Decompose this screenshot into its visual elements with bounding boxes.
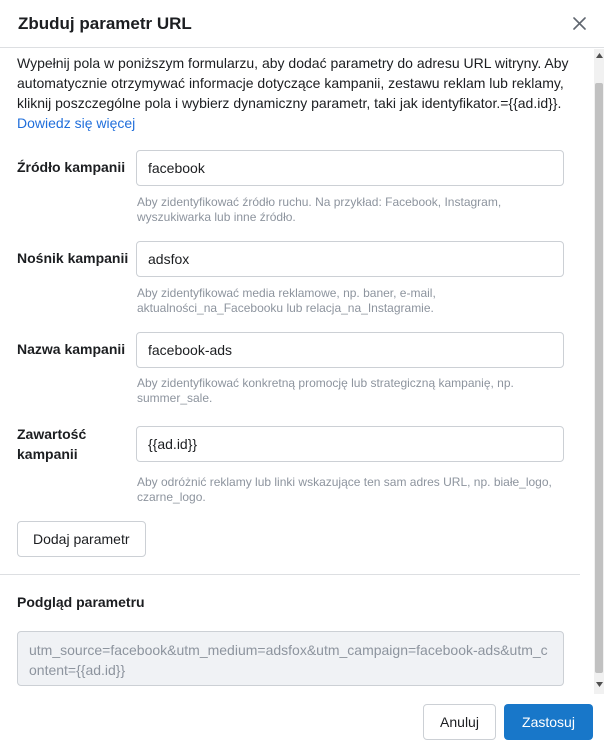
parameter-preview: utm_source=facebook&utm_medium=adsfox&utm_campaign=facebook-ads&utm_content={{ad.id}} xyxy=(17,631,564,686)
campaign-content-input[interactable] xyxy=(136,426,564,462)
intro-description: Wypełnij pola w poniższym formularzu, aby dodać parametry do adresu URL witryny. Aby automatycznie otrzymywać informacje dotyczące kampanii, zestawu reklam lub reklamy, kliknij poszczególne pola i wybierz dynamiczny parametr, taki jak identyfikator.={{ad.id}}. xyxy=(17,55,569,111)
add-parameter-button[interactable]: Dodaj parametr xyxy=(17,521,146,557)
campaign-medium-input[interactable] xyxy=(136,241,564,277)
scroll-up-arrow[interactable] xyxy=(594,53,604,61)
campaign-name-help: Aby zidentyfikować konkretną promocję lub strategiczną kampanię, np. summer_sale. xyxy=(137,376,514,405)
cancel-button[interactable]: Anuluj xyxy=(423,704,496,740)
triangle-down-icon xyxy=(596,682,603,687)
scrollbar[interactable] xyxy=(594,49,604,694)
intro-text xyxy=(17,53,577,133)
dialog-title: Zbuduj parametr URL xyxy=(18,14,192,33)
campaign-source-input[interactable] xyxy=(136,150,564,186)
dialog-body xyxy=(0,49,594,694)
preview-title: Podgląd parametru xyxy=(17,594,145,610)
section-divider xyxy=(0,574,580,575)
scroll-down-arrow[interactable] xyxy=(594,682,604,690)
dialog-footer xyxy=(0,694,604,751)
triangle-up-icon xyxy=(596,53,603,58)
campaign-content-help: Aby odróżnić reklamy lub linki wskazujące ten sam adres URL, np. białe_logo, czarne_logo. xyxy=(137,475,552,504)
campaign-medium-help: Aby zidentyfikować media reklamowe, np. baner, e-mail, aktualności_na_Facebooku lub relacja_na_Instagramie. xyxy=(137,286,436,315)
campaign-source-label: Źródło kampanii xyxy=(17,159,126,175)
campaign-name-label: Nazwa kampanii xyxy=(17,341,126,357)
campaign-name-input[interactable] xyxy=(136,332,564,368)
learn-more-link[interactable]: Dowiedz się więcej xyxy=(17,115,136,131)
close-button[interactable] xyxy=(568,12,590,34)
scrollbar-thumb[interactable] xyxy=(595,83,603,673)
campaign-source-help: Aby zidentyfikować źródło ruchu. Na przykład: Facebook, Instagram, wyszukiwarka lub inne źródło. xyxy=(137,195,502,224)
campaign-medium-label: Nośnik kampanii xyxy=(17,250,129,266)
apply-button[interactable]: Zastosuj xyxy=(504,704,593,740)
dialog-header xyxy=(0,0,604,48)
close-icon xyxy=(573,17,586,30)
campaign-content-label: Zawartość kampanii xyxy=(17,426,87,462)
